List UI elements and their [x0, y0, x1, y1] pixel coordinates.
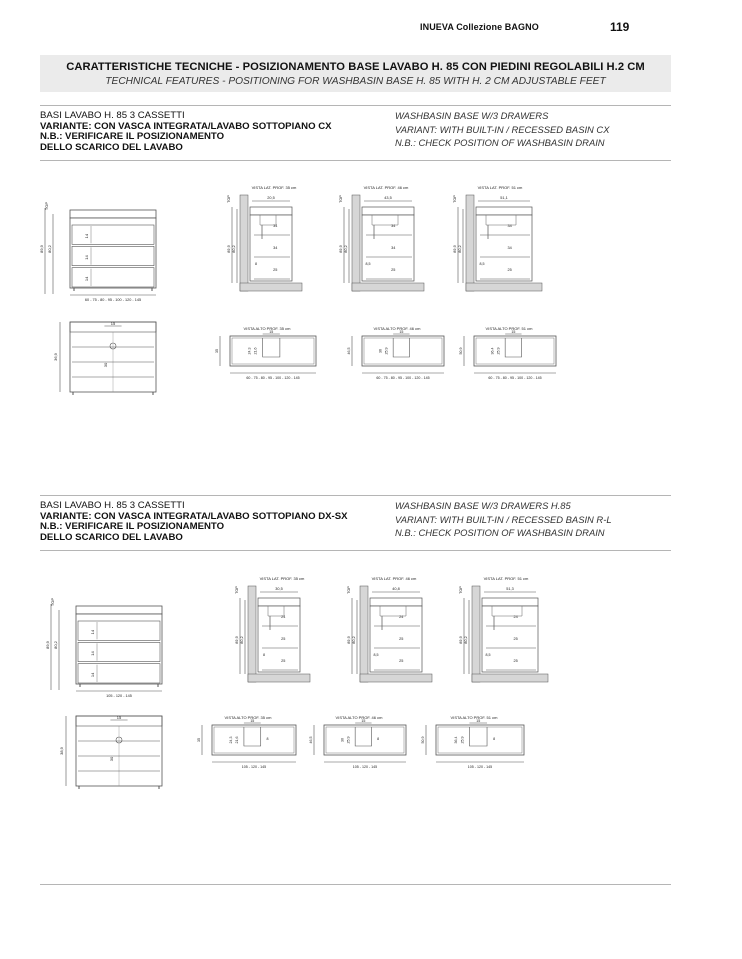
section-2-line-1: BASI LAVABO H. 85 3 CASSETTI	[40, 500, 185, 511]
dimension-label: 15	[399, 330, 404, 334]
dimension-label: 24,3	[247, 347, 252, 355]
top-view-label: VISTA ALTO PROF. 35 cm	[224, 715, 272, 720]
side-view-label: VISTA LAT. PROF. 35 cm	[259, 576, 305, 581]
drawer-height-label: 25	[507, 268, 512, 272]
drawer-height-label: 25	[513, 659, 518, 663]
dimension-label: 36	[378, 349, 383, 353]
drawer-height-label: 14	[84, 255, 89, 260]
top-section	[362, 207, 414, 215]
dimension-label: 15	[511, 330, 516, 334]
top-section	[250, 207, 292, 215]
wall-hatch	[472, 586, 480, 682]
drawer-height-label: 14	[90, 651, 95, 656]
section-1-line-3: N.B.: VERIFICARE IL POSIZIONAMENTO	[40, 131, 225, 143]
dimension-label: 35	[197, 738, 201, 742]
top-label: TOP	[347, 586, 351, 594]
dimension-label: 15	[110, 321, 116, 326]
cabinet-top-view	[324, 725, 406, 755]
drawer-height-label: 34	[273, 224, 278, 228]
dimension-label: 80,2	[232, 245, 236, 253]
side-view-label: VISTA LAT. PROF. 51 cm	[483, 576, 529, 581]
dimension-label: 89,9	[453, 245, 457, 253]
floor-hatch	[248, 674, 310, 682]
dimension-label: 43,5	[384, 196, 392, 200]
dimension-label: 25,9	[460, 736, 465, 744]
side-view-label: VISTA LAT. PROF. 51 cm	[477, 185, 523, 190]
foot-label: 8,5	[485, 653, 491, 657]
drawer-height-label: 34	[391, 224, 396, 228]
dimension-label: 51,1	[500, 196, 508, 200]
dimension-label: 24,3	[229, 736, 234, 744]
title-italian: CARATTERISTICHE TECNICHE - POSIZIONAMENTO BASE LAVABO H. 85 CON PIEDINI REGOLABILI H.2 CM	[66, 61, 645, 73]
floor-hatch	[360, 674, 432, 682]
wall-hatch	[352, 195, 360, 291]
section-1-en-line-1: WASHBASIN BASE W/3 DRAWERS	[395, 110, 549, 121]
washbasin-top	[76, 606, 162, 614]
wall-hatch	[248, 586, 256, 682]
dimension-label: 80,2	[47, 245, 52, 253]
dimension-label: 46,5	[309, 736, 313, 744]
top-label: TOP	[44, 201, 49, 211]
dimension-label: 21,6	[235, 736, 240, 744]
cabinet-body	[76, 614, 162, 684]
cabinet-top-view	[436, 725, 524, 755]
dimension-label: 15	[116, 715, 122, 720]
cabinet-body	[70, 218, 156, 288]
dimension-label: 89,9	[227, 245, 231, 253]
floor-hatch	[240, 283, 302, 291]
dimension-label: 89,9	[45, 641, 50, 649]
drawer-height-label: 14	[84, 276, 89, 282]
dimension-label: 15	[476, 719, 481, 723]
width-label: 60 - 75 - 80 - 95 - 100 - 120 - 145	[246, 376, 300, 380]
dimension-label: 80,2	[458, 245, 462, 253]
dimension-label: 51,3	[506, 587, 514, 591]
section-1-line-1: BASI LAVABO H. 85 3 CASSETTI	[40, 110, 185, 121]
dimension-label: 35	[215, 349, 219, 353]
foot-label: 8	[263, 653, 265, 657]
floor-hatch	[352, 283, 424, 291]
dimension-label: 15	[361, 719, 366, 723]
cabinet-top-view	[362, 336, 444, 366]
top-label: TOP	[235, 586, 239, 594]
section-2-en-line-1: WASHBASIN BASE W/3 DRAWERS H.85	[395, 500, 571, 511]
section-1-line-2: VARIANTE: CON VASCA INTEGRATA/LAVABO SOTTOPIANO CX	[40, 120, 332, 132]
dimension-label: 80,2	[240, 636, 244, 644]
width-label: 105 - 120 - 145	[467, 765, 493, 769]
dimension-label: 8	[266, 737, 269, 741]
drawer-height-label: 25	[273, 268, 278, 272]
wall-hatch	[360, 586, 368, 682]
drawer-height-label: 34	[507, 246, 512, 250]
width-label: 105 - 120 - 145	[241, 765, 267, 769]
wall-hatch	[466, 195, 474, 291]
dimension-label: 20,5	[267, 196, 275, 200]
width-label: 60 - 75 - 80 - 95 - 100 - 120 - 145	[488, 376, 542, 380]
dimension-label: 89,9	[235, 636, 239, 644]
section-1-line-4: DELLO SCARICO DEL LAVABO	[40, 141, 183, 153]
cabinet-top-view	[212, 725, 296, 755]
dimension-label: 80,2	[464, 636, 468, 644]
dimension-label: 30,5	[275, 587, 283, 591]
dimension-label: 80,2	[352, 636, 356, 644]
dimension-label: 30	[340, 738, 345, 742]
dimension-label: 36,4	[490, 347, 495, 355]
side-view-label: VISTA LAT. PROF. 35 cm	[251, 185, 297, 190]
dimension-label: 25,9	[346, 736, 351, 744]
width-label: 105 - 120 - 145	[352, 765, 378, 769]
dimension-label: 50,9	[421, 736, 425, 744]
collection-title: INUEVA Collezione BAGNO	[420, 22, 539, 32]
top-label: TOP	[459, 586, 463, 594]
cabinet-top-view	[474, 336, 556, 366]
top-view-label: VISTA ALTO PROF. 46 cm	[373, 326, 421, 331]
drawer-height-label: 25	[399, 659, 404, 663]
dimension-label: 89,9	[459, 636, 463, 644]
dimension-label: 89,9	[339, 245, 343, 253]
drawer-height-label: 34	[391, 246, 396, 250]
section-2-line-4: DELLO SCARICO DEL LAVABO	[40, 531, 183, 543]
dimension-label: 15	[250, 719, 255, 723]
foot-label: 8,5	[365, 262, 371, 266]
page-number: 119	[610, 20, 630, 34]
drawer-height-label: 25	[513, 637, 518, 641]
dimension-label: 50,9	[459, 347, 463, 355]
drawer-height-label: 24	[399, 615, 404, 619]
top-view-label: VISTA ALTO PROF. 35 cm	[243, 326, 291, 331]
drawer-height-label: 14	[84, 233, 89, 239]
top-section	[370, 598, 422, 606]
dimension-label: 21,6	[253, 347, 258, 355]
dimension-label: 80,2	[53, 641, 58, 649]
dimension-label: 89,9	[347, 636, 351, 644]
dimension-label: 25,9	[384, 347, 389, 355]
dimension-label: 89,9	[39, 245, 44, 253]
floor-hatch	[466, 283, 542, 291]
width-label: 60 - 75 - 80 - 95 - 100 - 120 - 145	[84, 298, 142, 302]
width-label: 105 - 120 - 145	[106, 694, 132, 698]
dimension-label: 8	[493, 737, 496, 741]
foot-label: 8,5	[479, 262, 485, 266]
top-label: TOP	[453, 195, 457, 203]
drawer-height-label: 34	[273, 246, 278, 250]
dimension-label: 25,9	[496, 347, 501, 355]
width-label: 60 - 75 - 80 - 95 - 100 - 120 - 145	[376, 376, 430, 380]
foot-label: 8	[255, 262, 257, 266]
drawer-height-label: 24	[513, 615, 518, 619]
dimension-label: 15	[269, 330, 274, 334]
top-section	[258, 598, 300, 606]
drawer-height-label: 24	[281, 615, 286, 619]
dimension-label: 30	[103, 362, 108, 368]
drawer-height-label: 14	[90, 629, 95, 635]
section-2-en-line-3: N.B.: CHECK POSITION OF WASHBASIN DRAIN	[395, 527, 605, 538]
drawer-height-label: 25	[391, 268, 396, 272]
section-1-en-line-3: N.B.: CHECK POSITION OF WASHBASIN DRAIN	[395, 137, 605, 148]
top-label: TOP	[339, 195, 343, 203]
top-view-label: VISTA ALTO PROF. 51 cm	[450, 715, 498, 720]
top-section	[476, 207, 532, 215]
side-view-label: VISTA LAT. PROF. 46 cm	[371, 576, 417, 581]
top-view-label: VISTA ALTO PROF. 51 cm	[485, 326, 533, 331]
drawer-height-label: 25	[399, 637, 404, 641]
drawer-height-label: 34	[507, 224, 512, 228]
wall-hatch	[240, 195, 248, 291]
drawer-height-label: 14	[90, 672, 95, 678]
floor-hatch	[472, 674, 548, 682]
title-english: TECHNICAL FEATURES - POSITIONING FOR WASHBASIN BASE H. 85 WITH H. 2 CM ADJUSTABLE FEET	[105, 76, 606, 87]
dimension-label: 30	[109, 756, 114, 762]
dimension-label: 46,5	[347, 347, 351, 355]
dimension-label: 8	[377, 737, 380, 741]
section-2-line-3: N.B.: VERIFICARE IL POSIZIONAMENTO	[40, 521, 225, 533]
dimension-label: 36,4	[454, 736, 459, 744]
drawer-height-label: 25	[281, 659, 286, 663]
dimension-label: 36,9	[53, 353, 58, 361]
section-2-line-2: VARIANTE: CON VASCA INTEGRATA/LAVABO SOTTOPIANO DX-SX	[40, 510, 348, 522]
top-view-label: VISTA ALTO PROF. 46 cm	[335, 715, 383, 720]
drawer-height-label: 25	[281, 637, 286, 641]
foot-label: 8,5	[373, 653, 379, 657]
dimension-label: 38,9	[59, 747, 64, 755]
cabinet-top-view	[230, 336, 316, 366]
top-label: TOP	[50, 597, 55, 607]
side-view-label: VISTA LAT. PROF. 46 cm	[363, 185, 409, 190]
section-1-en-line-2: VARIANT: WITH BUILT-IN / RECESSED BASIN CX	[395, 123, 610, 135]
dimension-label: 80,2	[344, 245, 348, 253]
top-section	[482, 598, 538, 606]
washbasin-top	[70, 210, 156, 218]
top-label: TOP	[227, 195, 231, 203]
dimension-label: 40,8	[392, 587, 400, 591]
section-2-en-line-2: VARIANT: WITH BUILT-IN / RECESSED BASIN R-L	[395, 513, 612, 525]
